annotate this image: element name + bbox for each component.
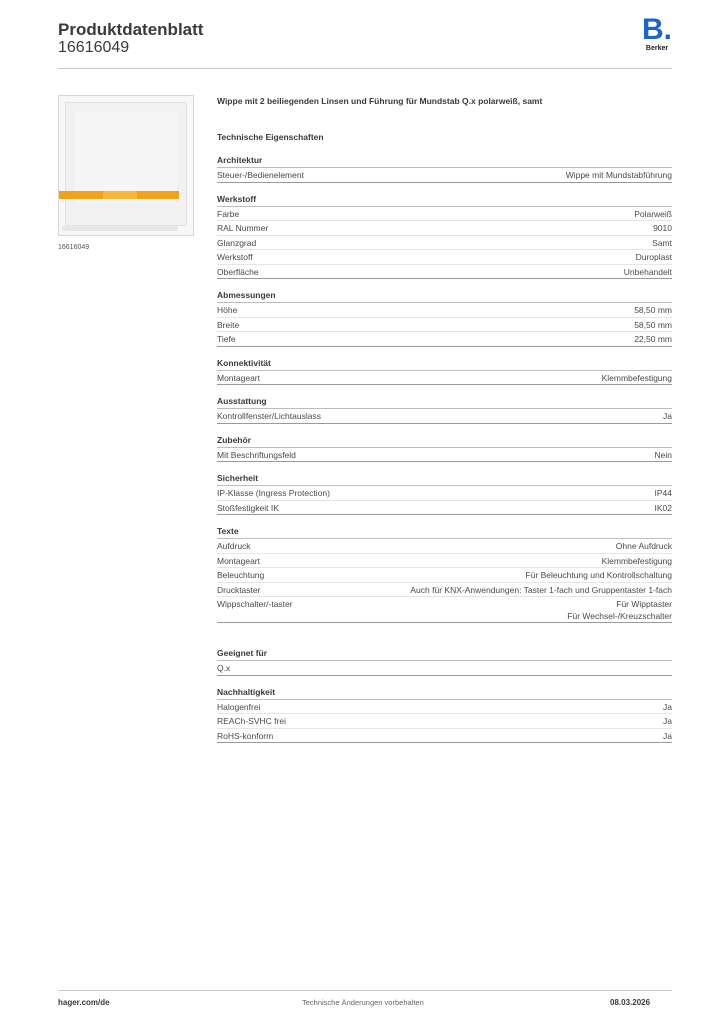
property-row: [217, 332, 672, 347]
property-label: Steuer-/Bedienelement: [217, 170, 304, 180]
property-row: [217, 554, 672, 569]
footer-date: 08.03.2026: [610, 998, 651, 1007]
property-section: [217, 686, 672, 744]
property-value: IK02: [654, 502, 672, 513]
property-value: Samt: [652, 237, 672, 248]
property-row: [217, 583, 672, 598]
property-section: [217, 525, 672, 623]
datasheet-content: [217, 94, 672, 743]
property-value: Ohne Aufdruck: [615, 541, 672, 551]
property-label: Werkstoff: [217, 252, 253, 262]
property-label: Tiefe: [217, 334, 236, 344]
property-value: Wippe mit Mundstabführung: [565, 170, 672, 180]
property-section: [217, 647, 672, 676]
property-value: Ja: [663, 701, 672, 712]
property-value: Nein: [654, 449, 672, 460]
property-row: [217, 714, 672, 729]
property-row: [217, 486, 672, 501]
property-value: 22,50 mm: [634, 334, 672, 344]
property-label: Breite: [217, 319, 240, 330]
property-section: [217, 154, 672, 183]
section-title: Ausstattung: [217, 395, 672, 409]
property-value: 58,50 mm: [634, 305, 672, 315]
section-title: Sicherheit: [217, 472, 672, 486]
header-divider: [58, 68, 672, 69]
product-title: Wippe mit 2 beiliegenden Linsen und Führung für Mundstab Q.x polarweiß, samt: [217, 96, 543, 106]
property-value: 58,50 mm: [634, 319, 672, 330]
tech-properties-heading: Technische Eigenschaften: [217, 132, 324, 142]
property-section: [217, 289, 672, 347]
property-value: 9010: [653, 223, 672, 233]
property-row: [217, 729, 672, 744]
product-image: [58, 95, 194, 236]
footer-divider: [58, 990, 672, 991]
property-label: IP-Klasse (Ingress Protection): [217, 488, 330, 498]
label-slot: [62, 226, 178, 231]
property-row: [217, 207, 672, 222]
property-section: [217, 193, 672, 280]
property-value: IP44: [654, 488, 672, 498]
property-section: [217, 395, 672, 424]
property-label: Oberfläche: [217, 266, 259, 277]
property-label: RoHS-konform: [217, 730, 274, 741]
section-title: Texte: [217, 525, 672, 539]
section-title: Architektur: [217, 154, 672, 168]
property-label: REACh-SVHC frei: [217, 716, 286, 726]
property-section: [217, 434, 672, 463]
property-row: [217, 539, 672, 554]
property-label: Höhe: [217, 305, 238, 315]
property-row: [217, 568, 672, 583]
property-sections: [217, 154, 672, 743]
property-row: [217, 265, 672, 280]
logo-text: Berker: [645, 45, 669, 52]
property-label: Farbe: [217, 208, 240, 219]
property-row: [217, 221, 672, 236]
property-section: [217, 357, 672, 386]
property-label: RAL Nummer: [217, 223, 269, 233]
property-label: Beleuchtung: [217, 570, 265, 580]
property-row: [217, 371, 672, 386]
property-label: Q.x: [217, 663, 231, 673]
property-label: Montageart: [217, 555, 260, 566]
property-value: Für Wipptaster Für Wechsel-/Kreuzschalter: [567, 599, 672, 621]
property-value: Klemmbefestigung: [601, 555, 672, 566]
section-title: Zubehör: [217, 434, 672, 448]
property-section: [217, 472, 672, 515]
property-value: Polarweiß: [634, 208, 672, 219]
property-row: [217, 700, 672, 715]
page-title: Produktdatenblatt: [58, 20, 204, 39]
property-row: [217, 168, 672, 183]
rocker-switch-graphic: [65, 102, 187, 226]
logo-letter: B.: [642, 13, 672, 46]
property-value: Auch für KNX-Anwendungen: Taster 1-fach und Gruppentaster 1-fach: [410, 584, 672, 595]
product-number: 16616049: [58, 39, 130, 56]
rocker-surface: [75, 112, 177, 203]
property-row: [217, 236, 672, 251]
property-row: [217, 409, 672, 424]
section-spacer: [217, 623, 672, 637]
lens-highlight: [103, 191, 137, 199]
section-title: Konnektivität: [217, 357, 672, 371]
property-label: Glanzgrad: [217, 237, 257, 248]
property-value: Klemmbefestigung: [601, 372, 672, 383]
section-title: Abmessungen: [217, 289, 672, 303]
property-row: [217, 318, 672, 333]
section-title: Werkstoff: [217, 193, 672, 207]
image-caption: 16616049: [58, 244, 90, 251]
property-value: Unbehandelt: [623, 266, 672, 277]
property-row: [217, 661, 672, 676]
property-label: Halogenfrei: [217, 701, 261, 712]
property-value: Ja: [663, 716, 672, 726]
property-row: [217, 250, 672, 265]
property-value: Ja: [663, 411, 672, 421]
property-row: [217, 448, 672, 463]
property-label: Aufdruck: [217, 541, 251, 551]
property-label: Stoßfestigkeit IK: [217, 502, 279, 513]
footer-website-link[interactable]: hager.com/de: [58, 998, 110, 1007]
property-value: Ja: [663, 730, 672, 741]
property-label: Mit Beschriftungsfeld: [217, 449, 296, 460]
property-value: Duroplast: [635, 252, 672, 262]
berker-logo: [640, 13, 674, 54]
property-row: [217, 303, 672, 318]
footer-disclaimer: Technische Änderungen vorbehalten: [302, 998, 424, 1007]
property-label: Wippschalter/-taster: [217, 599, 293, 609]
property-row: [217, 501, 672, 516]
section-title: Geeignet für: [217, 647, 672, 661]
property-row: [217, 597, 672, 623]
property-label: Drucktaster: [217, 584, 261, 595]
section-title: Nachhaltigkeit: [217, 686, 672, 700]
property-label: Kontrollfenster/Lichtauslass: [217, 411, 321, 421]
property-value: Für Beleuchtung und Kontrollschaltung: [525, 570, 672, 580]
property-label: Montageart: [217, 372, 260, 383]
